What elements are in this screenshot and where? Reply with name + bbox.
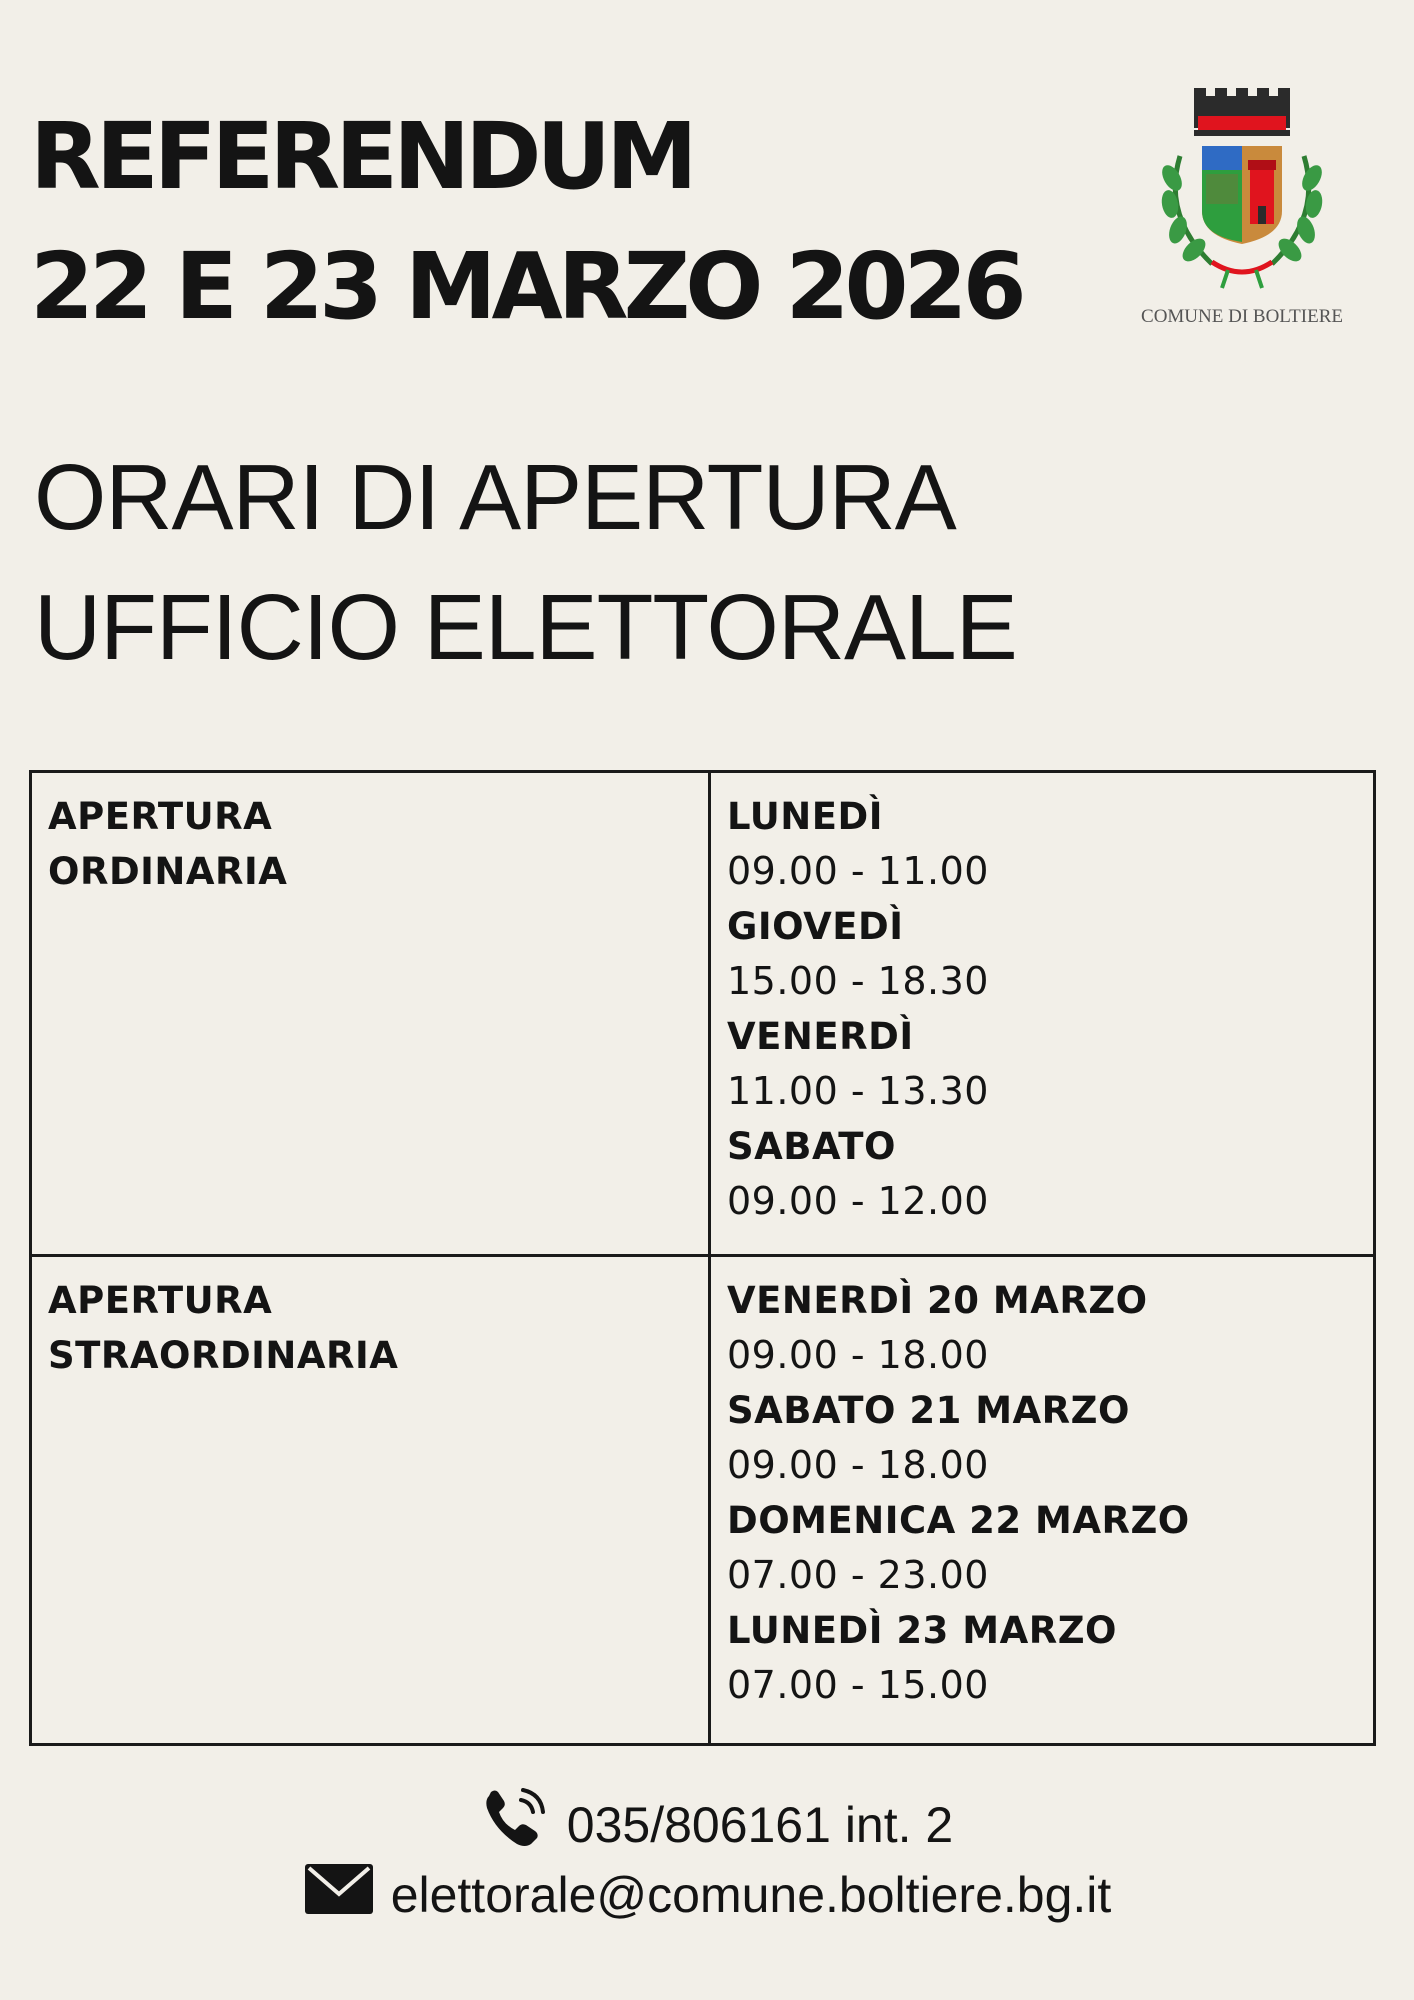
contact-phone [0,1790,1414,1860]
slot-day: GIOVEDÌ [727,905,904,948]
hours-cell-ordinary [710,772,1375,1256]
page-title [30,92,1022,352]
phone-number[interactable]: 035/806161 int. 2 [566,1797,954,1853]
phone-icon [481,1786,551,1864]
slot-hours: 07.00 - 23.00 [727,1553,989,1597]
time-slot [727,1119,1357,1229]
slot-hours: 15.00 - 18.30 [727,959,989,1003]
table-row-extraordinary [31,1256,1375,1745]
contact-email [0,1860,1414,1930]
time-slot [727,1273,1357,1383]
category-cell-extraordinary [31,1256,710,1745]
municipality-name: COMUNE DI BOLTIERE [1141,306,1343,327]
time-slot [727,1383,1357,1493]
time-slot [727,1493,1357,1603]
subtitle-line-office: UFFICIO ELETTORALE [34,575,1017,679]
time-slot [727,1009,1357,1119]
time-slot [727,789,1357,899]
slot-day: VENERDÌ [727,1015,914,1058]
subtitle-line-opening-hours: ORARI DI APERTURA [34,445,956,549]
time-slot [727,899,1357,1009]
category-label: STRAORDINARIA [48,1334,399,1377]
email-address[interactable]: elettorale@comune.boltiere.bg.it [390,1867,1112,1923]
municipal-crest [1132,86,1352,332]
slot-hours: 09.00 - 18.00 [727,1443,989,1487]
time-slot [727,1603,1357,1713]
slot-hours: 09.00 - 18.00 [727,1333,989,1377]
slot-day: SABATO 21 MARZO [727,1389,1130,1432]
title-line-dates: 22 E 23 MARZO 2026 [30,233,1022,340]
slot-day: DOMENICA 22 MARZO [727,1499,1190,1542]
slot-day: LUNEDÌ [727,795,884,838]
hours-cell-extraordinary [710,1256,1375,1745]
slot-hours: 11.00 - 13.30 [727,1069,989,1113]
slot-day: LUNEDÌ 23 MARZO [727,1609,1118,1652]
title-line-referendum: REFERENDUM [30,103,693,210]
category-label: APERTURA [48,795,273,838]
envelope-icon [303,1860,375,1930]
slot-hours: 09.00 - 12.00 [727,1179,989,1223]
category-label: APERTURA [48,1279,273,1322]
slot-day: VENERDÌ 20 MARZO [727,1279,1148,1322]
page-subtitle [34,432,1017,692]
category-cell-ordinary [31,772,710,1256]
slot-hours: 07.00 - 15.00 [727,1663,989,1707]
category-label: ORDINARIA [48,850,288,893]
municipal-crest-icon [1132,86,1352,306]
slot-day: SABATO [727,1125,896,1168]
table-row-ordinary [31,772,1375,1256]
opening-hours-table [29,770,1376,1746]
slot-hours: 09.00 - 11.00 [727,849,989,893]
